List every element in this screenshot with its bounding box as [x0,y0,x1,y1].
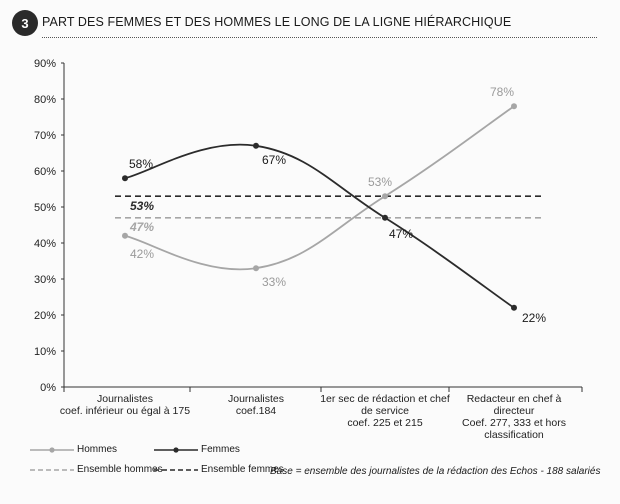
x-category-label: Journalistes coef. inférieur ou égal à 175 [59,393,191,417]
y-tick-label: 0% [40,382,56,394]
data-label-femmes: 22% [521,310,547,325]
data-point-hommes [122,233,128,239]
y-tick-label: 40% [33,238,56,250]
data-label-hommes: 33% [261,275,287,290]
series-line-femmes [125,145,514,308]
y-tick-label: 90% [33,58,56,70]
legend-line-femmes-icon [154,445,198,455]
y-tick-label: 20% [33,310,56,322]
data-label-femmes: 67% [261,152,287,167]
x-category-label: 1er sec de rédaction et chef de service coef. 225 et 215 [320,393,450,429]
legend-label-ensemble-hommes: Ensemble hommes [77,464,163,475]
base-note: Base = ensemble des journalistes de la rédaction des Echos - 188 salariés [270,466,601,477]
legend-item-femmes [154,444,240,455]
x-category-label: Journalistes coef.184 [227,393,285,417]
data-point-femmes [382,215,388,221]
legend-label-hommes: Hommes [77,444,118,455]
y-tick-label: 50% [33,202,56,214]
x-category-label: Redacteur en chef à directeur Coef. 277, 333 et hors classification [462,393,566,441]
reference-label: 53% [130,199,155,214]
series-line-hommes [125,106,514,269]
data-label-hommes: 53% [367,175,393,190]
data-point-hommes [382,193,388,199]
legend-label-ensemble-femmes: Ensemble femmes [201,464,284,475]
legend [22,444,612,490]
y-tick-label: 80% [33,94,56,106]
y-tick-label: 10% [33,346,56,358]
y-tick-label: 60% [33,166,56,178]
data-point-hommes [253,265,259,271]
y-tick-label: 30% [33,274,56,286]
data-point-hommes [511,103,517,109]
legend-line-hommes-icon [30,445,74,455]
data-label-femmes: 58% [128,157,154,172]
data-label-hommes: 78% [489,85,515,100]
legend-item-ensemble-hommes [30,464,163,475]
legend-dash-femmes-icon [154,465,198,475]
reference-label: 47% [130,219,155,234]
data-label-femmes: 47% [388,226,414,241]
data-label-hommes: 42% [129,246,155,261]
data-point-femmes [253,143,259,149]
section-number-badge: 3 [12,10,38,36]
legend-label-femmes: Femmes [201,444,240,455]
data-point-femmes [122,175,128,181]
legend-dash-hommes-icon [30,465,74,475]
legend-item-hommes [30,444,117,455]
page-title: PART DES FEMMES ET DES HOMMES LE LONG DE LA LIGNE HIÉRARCHIQUE [42,15,512,29]
data-point-femmes [511,305,517,311]
legend-item-ensemble-femmes [154,464,284,475]
y-tick-label: 70% [33,130,56,142]
